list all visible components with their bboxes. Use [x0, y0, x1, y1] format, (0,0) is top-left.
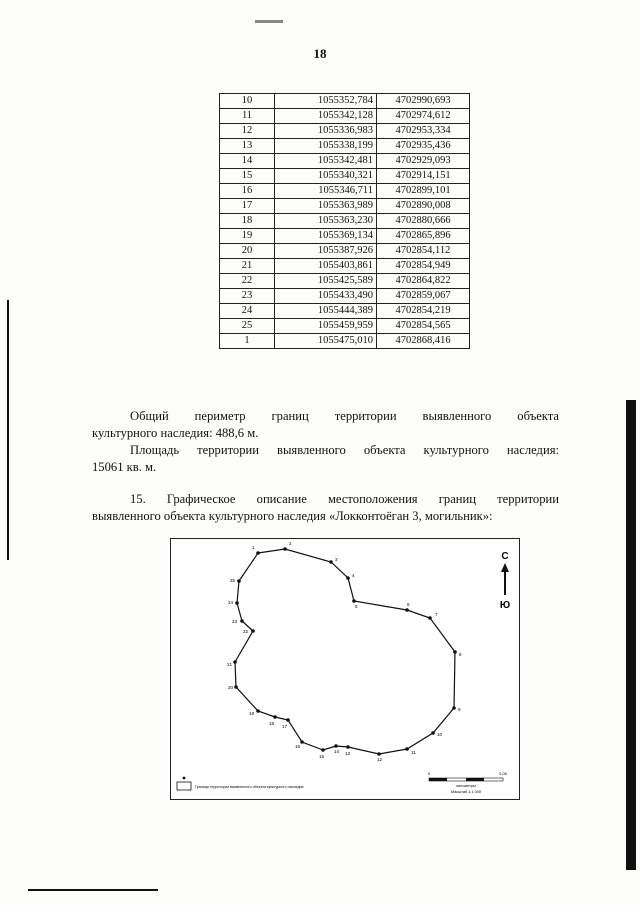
boundary-point-label: 23 — [232, 619, 238, 624]
boundary-polygon — [235, 549, 455, 754]
boundary-point — [452, 706, 456, 710]
table-row — [220, 139, 470, 154]
x-coordinate-cell: 1055342,128 — [275, 109, 377, 124]
table-row — [220, 169, 470, 184]
boundary-point — [235, 601, 239, 605]
scan-top-smudge — [255, 20, 283, 23]
boundary-point — [273, 715, 277, 719]
perimeter-paragraph — [92, 408, 559, 442]
point-number-cell: 18 — [220, 214, 275, 229]
table-row — [220, 94, 470, 109]
boundary-point — [237, 579, 241, 583]
boundary-point-label: 21 — [227, 662, 233, 667]
point-number-cell: 20 — [220, 244, 275, 259]
area-line-1: Площадь территории выявленного объекта культурного наследия: — [130, 443, 559, 457]
point-number-cell: 12 — [220, 124, 275, 139]
x-coordinate-cell: 1055342,481 — [275, 154, 377, 169]
point-number-cell: 13 — [220, 139, 275, 154]
scan-right-edge-bar — [626, 400, 636, 870]
point-number-cell: 16 — [220, 184, 275, 199]
boundary-point-label: 2 — [289, 541, 292, 546]
boundary-point — [405, 747, 409, 751]
scale-bar — [428, 771, 508, 794]
boundary-point-label: 12 — [377, 757, 383, 762]
boundary-point-label: 11 — [411, 750, 416, 755]
x-coordinate-cell: 1055363,989 — [275, 199, 377, 214]
north-label: С — [501, 551, 509, 562]
table-row — [220, 259, 470, 274]
x-coordinate-cell: 1055338,199 — [275, 139, 377, 154]
y-coordinate-cell: 4702929,093 — [377, 154, 470, 169]
boundary-point — [431, 731, 435, 735]
x-coordinate-cell: 1055444,389 — [275, 304, 377, 319]
boundary-point-label: 4 — [352, 573, 355, 578]
point-number-cell: 22 — [220, 274, 275, 289]
y-coordinate-cell: 4702864,822 — [377, 274, 470, 289]
page-number: 18 — [313, 46, 327, 61]
point-number-cell: 15 — [220, 169, 275, 184]
section-line-2: выявленного объекта культурного наследия «Локконтоёган 3, могильник»: — [92, 509, 493, 523]
table-row — [220, 334, 470, 349]
table-row — [220, 109, 470, 124]
boundary-point — [233, 660, 237, 664]
table-row — [220, 244, 470, 259]
boundary-point — [334, 744, 338, 748]
x-coordinate-cell: 1055363,230 — [275, 214, 377, 229]
boundary-point — [256, 551, 260, 555]
point-number-cell: 23 — [220, 289, 275, 304]
y-coordinate-cell: 4702868,416 — [377, 334, 470, 349]
boundary-point-label: 17 — [282, 724, 288, 729]
table-row — [220, 229, 470, 244]
perimeter-line-1: Общий периметр границ территории выявленного объекта — [130, 409, 559, 423]
x-coordinate-cell: 1055336,983 — [275, 124, 377, 139]
boundary-point — [377, 752, 381, 756]
x-coordinate-cell: 1055346,711 — [275, 184, 377, 199]
boundary-point — [346, 745, 350, 749]
boundary-point — [234, 685, 238, 689]
y-coordinate-cell: 4702890,008 — [377, 199, 470, 214]
boundary-point-label: 20 — [228, 685, 234, 690]
y-coordinate-cell: 4702854,565 — [377, 319, 470, 334]
table-row — [220, 274, 470, 289]
point-number-cell: 17 — [220, 199, 275, 214]
area-line-2: 15061 кв. м. — [92, 460, 157, 474]
point-number-cell: 1 — [220, 334, 275, 349]
point-number-cell: 10 — [220, 94, 275, 109]
y-coordinate-cell: 4702935,436 — [377, 139, 470, 154]
table-row — [220, 199, 470, 214]
boundary-point — [321, 748, 325, 752]
table-row — [220, 289, 470, 304]
x-coordinate-cell: 1055352,784 — [275, 94, 377, 109]
x-coordinate-cell: 1055387,926 — [275, 244, 377, 259]
y-coordinate-cell: 4702974,612 — [377, 109, 470, 124]
boundary-point-label: 10 — [437, 732, 443, 737]
scale-ratio-label: Масштаб 1:1 000 — [451, 790, 481, 794]
coordinates-table — [219, 93, 470, 349]
x-coordinate-cell: 1055340,321 — [275, 169, 377, 184]
x-coordinate-cell: 1055475,010 — [275, 334, 377, 349]
boundary-point-label: 9 — [458, 707, 461, 712]
y-coordinate-cell: 4702854,112 — [377, 244, 470, 259]
x-coordinate-cell: 1055459,959 — [275, 319, 377, 334]
point-number-cell: 25 — [220, 319, 275, 334]
south-label: Ю — [499, 600, 511, 611]
boundary-point — [283, 547, 287, 551]
north-arrow-icon — [501, 563, 509, 572]
boundary-point-label: 14 — [334, 749, 340, 754]
perimeter-line-2: культурного наследия: 488,6 м. — [92, 426, 259, 440]
boundary-point-label: 6 — [407, 602, 410, 607]
x-coordinate-cell: 1055425,589 — [275, 274, 377, 289]
boundary-point — [286, 718, 290, 722]
x-coordinate-cell: 1055433,490 — [275, 289, 377, 304]
y-coordinate-cell: 4702953,334 — [377, 124, 470, 139]
boundary-point — [453, 650, 457, 654]
point-number-cell: 19 — [220, 229, 275, 244]
legend-text: Граница территории выявленного объекта культурного наследия — [195, 785, 304, 789]
boundary-point — [428, 616, 432, 620]
boundary-point-label: 25 — [230, 578, 236, 583]
point-number-cell: 24 — [220, 304, 275, 319]
boundary-point — [251, 629, 255, 633]
boundary-point-label: 19 — [249, 711, 255, 716]
boundary-point-label: 18 — [269, 721, 275, 726]
table-row — [220, 304, 470, 319]
y-coordinate-cell: 4702859,067 — [377, 289, 470, 304]
boundary-point — [240, 619, 244, 623]
north-arrow — [500, 551, 510, 611]
y-coordinate-cell: 4702854,219 — [377, 304, 470, 319]
boundary-map — [170, 538, 520, 800]
boundary-point — [300, 740, 304, 744]
x-coordinate-cell: 1055369,134 — [275, 229, 377, 244]
boundary-point — [352, 599, 356, 603]
y-coordinate-cell: 4702865,896 — [377, 229, 470, 244]
boundary-point-label: 1 — [252, 545, 255, 550]
section-line-1: 15. Графическое описание местоположения границ территории — [130, 492, 559, 506]
boundary-point-label: 22 — [243, 629, 249, 634]
scale-end-label: 0,05 — [499, 771, 507, 776]
y-coordinate-cell: 4702880,666 — [377, 214, 470, 229]
table-row — [220, 154, 470, 169]
x-coordinate-cell: 1055403,861 — [275, 259, 377, 274]
y-coordinate-cell: 4702990,693 — [377, 94, 470, 109]
boundary-point-label: 8 — [459, 652, 462, 657]
boundary-point-label: 3 — [335, 557, 338, 562]
boundary-point-label: 13 — [345, 751, 351, 756]
table-row — [220, 184, 470, 199]
scale-unit-label: километры — [456, 784, 476, 788]
area-paragraph — [92, 442, 559, 476]
point-number-cell: 21 — [220, 259, 275, 274]
legend-swatch — [177, 782, 191, 790]
table-row — [220, 214, 470, 229]
scan-left-edge-mark — [7, 300, 9, 560]
boundary-point — [346, 576, 350, 580]
section-15-paragraph — [92, 491, 559, 525]
boundary-point — [256, 709, 260, 713]
boundary-point-label: 24 — [228, 600, 234, 605]
boundary-point — [329, 560, 333, 564]
boundary-point-label: 15 — [319, 754, 325, 759]
boundary-point-label: 7 — [435, 612, 438, 617]
point-number-cell: 11 — [220, 109, 275, 124]
table-row — [220, 319, 470, 334]
boundary-point-label: 5 — [355, 604, 358, 609]
y-coordinate-cell: 4702914,151 — [377, 169, 470, 184]
y-coordinate-cell: 4702854,949 — [377, 259, 470, 274]
scan-bottom-line — [28, 889, 158, 891]
boundary-point-label: 16 — [295, 744, 301, 749]
boundary-point — [405, 608, 409, 612]
map-legend — [177, 777, 304, 790]
y-coordinate-cell: 4702899,101 — [377, 184, 470, 199]
scale-start-label: 0 — [427, 771, 431, 776]
point-number-cell: 14 — [220, 154, 275, 169]
table-row — [220, 124, 470, 139]
boundary-map-svg — [171, 539, 519, 799]
